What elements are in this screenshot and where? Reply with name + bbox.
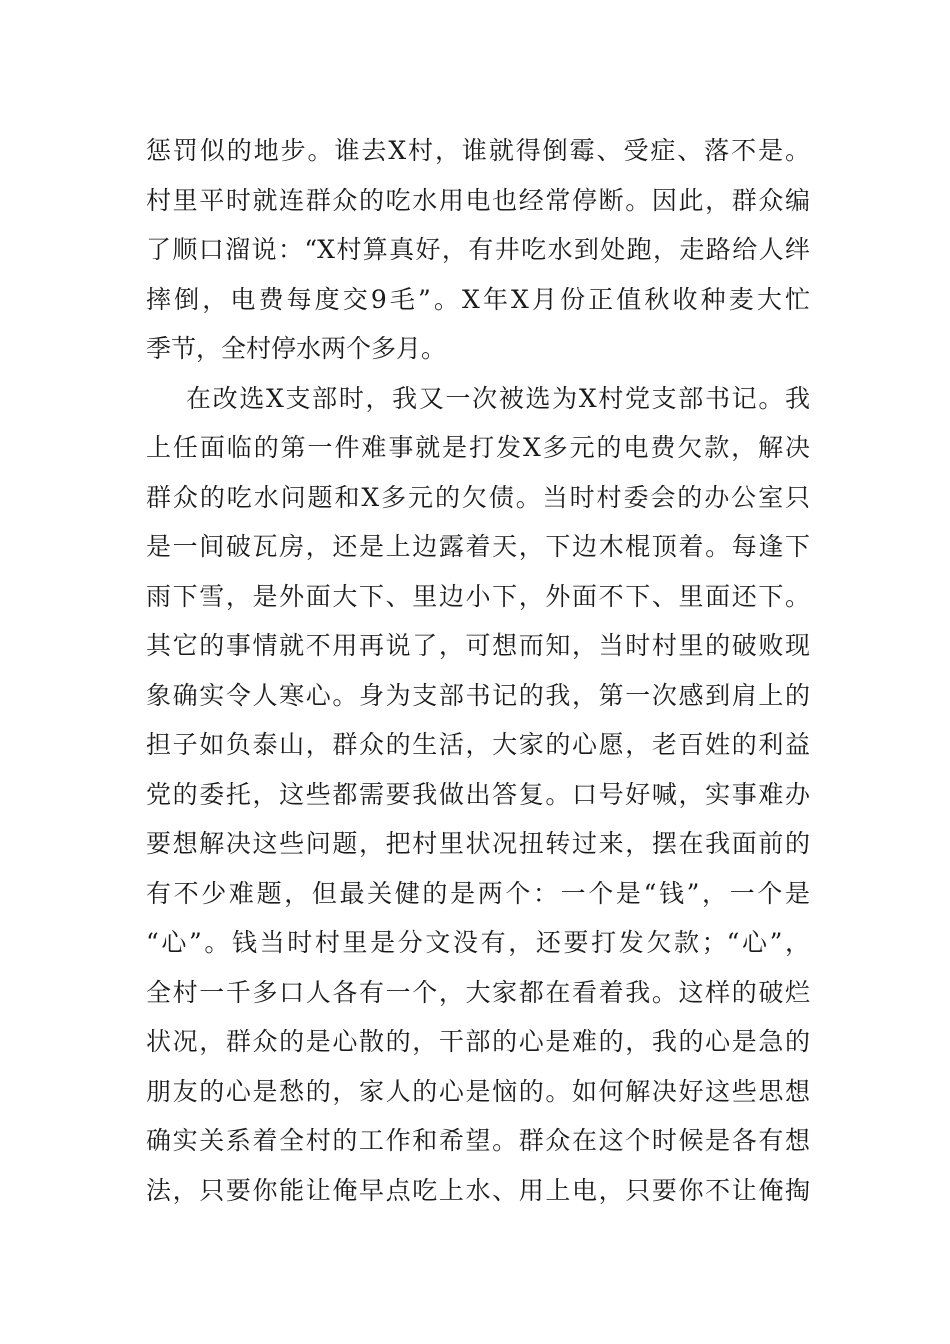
text-line: 惩罚似的地步。谁去X村，谁就得倒霉、受症、落不是。: [146, 136, 810, 165]
text-line: 法，只要你能让俺早点吃上水、用上电，只要你不让俺掏: [146, 1175, 810, 1205]
text-line-indented: 在改选X支部时，我又一次被选为X村党支部书记。我: [186, 383, 810, 413]
text-line: 是一间破瓦房，还是上边露着天，下边木棍顶着。每逢下: [146, 532, 810, 561]
text-line: 确实关系着全村的工作和希望。群众在这个时候是各有想: [146, 1126, 810, 1155]
text-line: 摔倒，电费每度交9毛”。X年X月份正值秋收种麦大忙: [146, 284, 810, 314]
text-line: 季节，全村停水两个多月。: [146, 334, 447, 363]
text-line: 有不少难题，但最关健的是两个：一个是“钱”，一个是: [146, 878, 810, 908]
text-line: “心”。钱当时村里是分文没有，还要打发欠款；“心”，: [146, 928, 810, 957]
text-line: 担子如负泰山，群众的生活，大家的心愿，老百姓的利益: [146, 730, 810, 759]
text-line: 上任面临的第一件难事就是打发X多元的电费欠款，解决: [146, 433, 810, 462]
paragraph: [146, 374, 810, 1216]
text-line: 党的委托，这些都需要我做出答复。口号好喊，实事难办: [146, 779, 810, 809]
text-line: 全村一千多口人各有一个，大家都在看着我。这样的破烂: [146, 977, 810, 1007]
document-body: [146, 126, 810, 1215]
text-line: 了顺口溜说：“X村算真好，有井吃水到处跑，走路给人绊: [146, 235, 810, 264]
paragraph: [146, 126, 810, 374]
text-line: 要想解决这些问题，把村里状况扭转过来，摆在我面前的: [146, 829, 810, 858]
text-line: 群众的吃水问题和X多元的欠债。当时村委会的办公室只: [146, 482, 810, 512]
text-line: 其它的事情就不用再说了，可想而知，当时村里的破败现: [146, 631, 810, 660]
text-line: 朋友的心是愁的，家人的心是恼的。如何解决好这些思想: [146, 1076, 810, 1106]
text-line: 状况，群众的是心散的，干部的心是难的，我的心是急的: [146, 1027, 810, 1056]
text-line: 雨下雪，是外面大下、里边小下，外面不下、里面还下。: [146, 581, 810, 611]
text-line: 村里平时就连群众的吃水用电也经常停断。因此，群众编: [146, 185, 810, 215]
text-line: 象确实令人寒心。身为支部书记的我，第一次感到肩上的: [146, 680, 810, 710]
